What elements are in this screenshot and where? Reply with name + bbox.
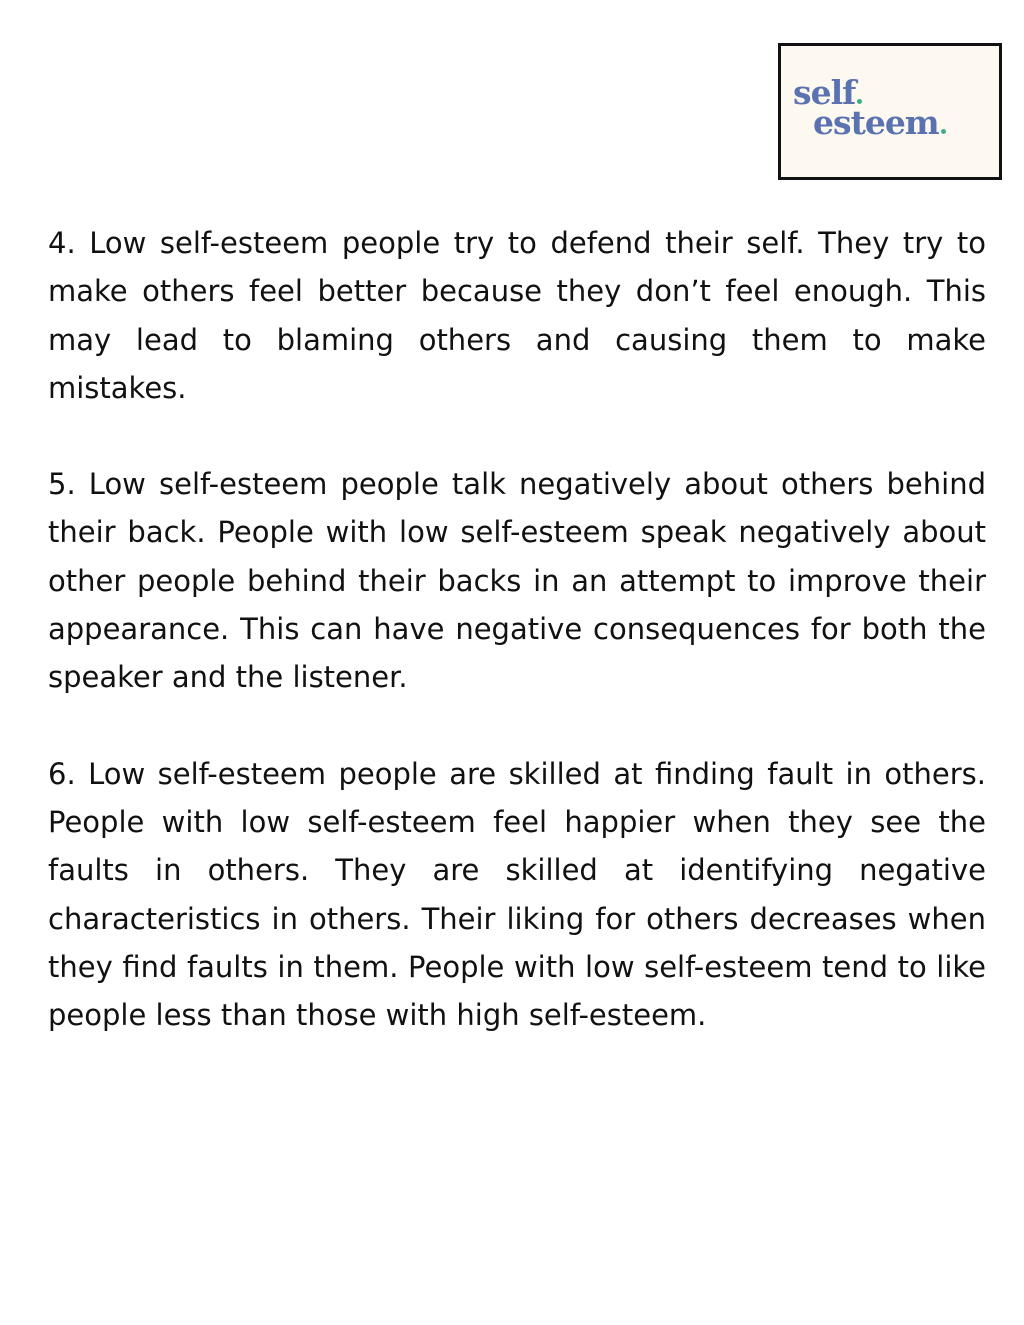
paragraph-4: 4. Low self-esteem people try to defend their self. They try to make others feel better because they don’t feel enough. This may lead to blaming others and causing them to make mistakes. — [48, 226, 986, 405]
paragraph-6: 6. Low self-esteem people are skilled at finding fault in others. People with low self-esteem feel happier when they see the faults in others. They are skilled at identifying negative characteristics in others. Their liking for others decreases when they find faults in them. People with low self-esteem tend to like people less than those with high self-esteem. — [48, 756, 986, 1033]
logo-text-esteem: esteem — [813, 106, 946, 139]
document-body — [48, 219, 986, 1087]
logo-text-self: self — [793, 76, 862, 109]
logo — [778, 43, 1002, 180]
logo-dot — [941, 129, 946, 134]
paragraph-5: 5. Low self-esteem people talk negatively about others behind their back. People with low self-esteem speak negatively about other people behind their backs in an attempt to improve their appearance. This can have negative consequences for both the speaker and the listener. — [48, 467, 986, 695]
